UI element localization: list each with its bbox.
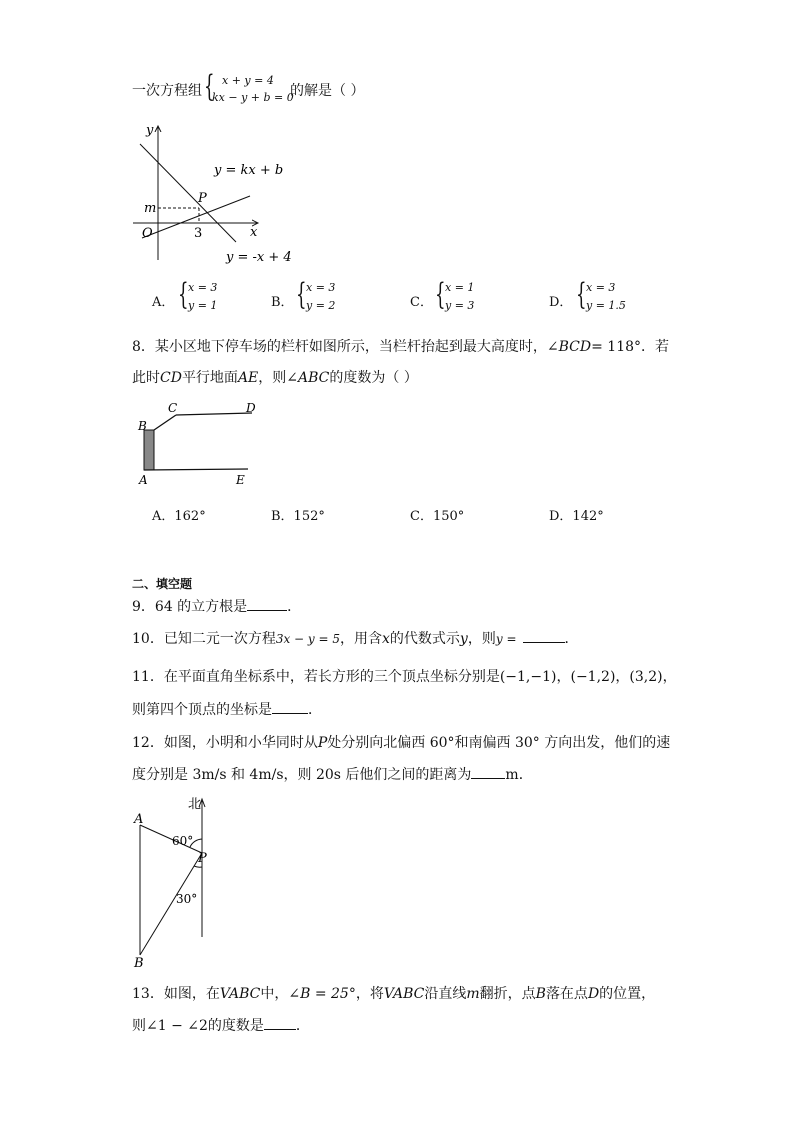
- label-c: C: [168, 401, 178, 415]
- label-e: E: [236, 473, 245, 487]
- q7-option-b-line1: x = 3: [306, 281, 336, 294]
- section-heading: 二、填空题: [132, 577, 193, 591]
- q8-option-c: C．150°: [410, 509, 465, 524]
- label-3: 3: [194, 226, 203, 241]
- label-b: B: [134, 956, 144, 970]
- q8-line-1: 8．某小区地下停车场的栏杆如图所示，当栏杆抬起到最大高度时，∠BCD= 118°．若: [132, 339, 670, 355]
- q7-option-b-letter: B．: [271, 295, 294, 310]
- label-p: P: [198, 191, 207, 206]
- label-a: A: [134, 812, 144, 827]
- q7-option-c-line2: y = 3: [445, 299, 475, 312]
- label-line1: y = kx + b: [214, 163, 284, 178]
- q7-option-a-line1: x = 3: [188, 281, 218, 294]
- q7-option-d-letter: D．: [549, 295, 573, 310]
- label-north: 北: [188, 797, 202, 812]
- q7-option-b-line2: y = 2: [306, 299, 336, 312]
- arc-30: [194, 866, 202, 867]
- q7-system-brace: {: [204, 69, 215, 104]
- label-d: D: [246, 401, 256, 415]
- q7-option-d-brace: {: [576, 277, 587, 312]
- label-a: A: [139, 473, 148, 487]
- q7-graph: [128, 120, 298, 268]
- q7-option-a-brace: {: [178, 277, 189, 312]
- q11-line-2: 则第四个顶点的坐标是 ．: [132, 699, 322, 720]
- q9: 9．64 的立方根是 ．: [132, 596, 301, 617]
- q11-blank[interactable]: [272, 699, 308, 714]
- arm-cd: [176, 413, 252, 415]
- q13-line-2: 则∠1 − ∠2的度数是 ．: [132, 1015, 310, 1036]
- q8-option-d: D．142°: [549, 509, 604, 524]
- arm-bc: [154, 415, 176, 430]
- q12-line-1: 12．如图，小明和小华同时从P处分别向北偏西 60°和南偏西 30° 方向出发，他们的速: [132, 735, 671, 751]
- q7-option-a-line2: y = 1: [188, 299, 218, 312]
- q7-stem-prefix: 一次方程组: [132, 83, 202, 99]
- label-y: y: [146, 123, 154, 138]
- line-neg-x-plus-4: [140, 144, 236, 242]
- label-p: P: [198, 851, 207, 866]
- q7-option-c-brace: {: [435, 277, 446, 312]
- q8-gate-figure: [134, 398, 264, 488]
- q12-line-2: 度分别是 3m/s 和 4m/s，则 20s 后他们之间的距离为 m．: [132, 764, 533, 785]
- q9-blank[interactable]: [247, 596, 287, 611]
- q8-line-2: 此时CD平行地面AE，则∠ABC的度数为（ ）: [132, 370, 418, 386]
- label-30: 30°: [176, 892, 198, 906]
- q7-option-c-line1: x = 1: [445, 281, 475, 294]
- q7-option-b-brace: {: [296, 277, 307, 312]
- label-60: 60°: [172, 834, 194, 848]
- label-m: m: [144, 201, 157, 216]
- q12-blank[interactable]: [471, 764, 505, 779]
- label-line2: y = -x + 4: [226, 250, 292, 265]
- label-x: x: [250, 225, 258, 240]
- label-origin: O: [142, 226, 153, 241]
- q7-option-d-line2: y = 1.5: [586, 299, 626, 312]
- ground-ae: [144, 469, 248, 470]
- q7-equation-1: x + y = 4: [222, 74, 274, 87]
- q10: 10．已知二元一次方程3x − y = 5，用含x的代数式示y，则y = ．: [132, 628, 579, 649]
- q7-option-c-letter: C．: [410, 295, 433, 310]
- gate-post: [144, 430, 154, 470]
- q7-option-d-line1: x = 3: [586, 281, 616, 294]
- q7-stem-suffix: 的解是（ ）: [290, 83, 365, 99]
- label-b: B: [138, 419, 147, 433]
- q8-option-a: A．162°: [152, 509, 206, 524]
- q7-option-a-letter: A．: [152, 295, 175, 310]
- q13-blank[interactable]: [264, 1015, 296, 1030]
- q12-figure: [130, 795, 230, 970]
- q11-line-1: 11．在平面直角坐标系中，若长方形的三个顶点坐标分别是(−1,−1)，(−1,2)，(3,2)，: [132, 669, 677, 685]
- q13-line-1: 13．如图，在VABC中，∠B = 25°，将VABC沿直线m翻折，点B落在点D的位置，: [132, 986, 656, 1002]
- q10-blank[interactable]: [523, 628, 565, 643]
- q7-equation-2: kx − y + b = 0: [212, 91, 294, 104]
- q8-option-b: B．152°: [271, 509, 325, 524]
